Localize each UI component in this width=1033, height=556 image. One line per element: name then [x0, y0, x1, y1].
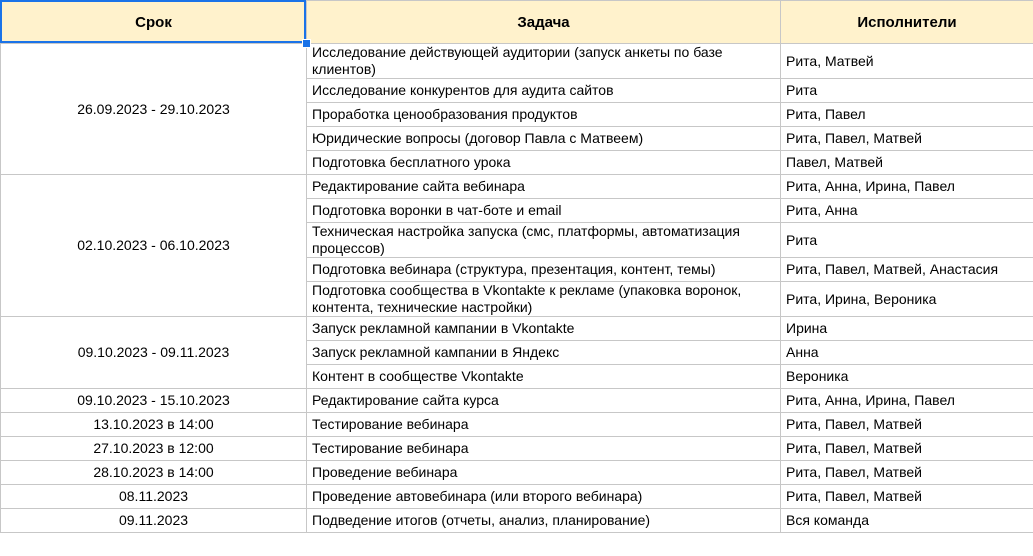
task-cell[interactable]: Подготовка воронки в чат-боте и email — [307, 199, 781, 223]
task-cell[interactable]: Проведение автовебинара (или второго вебинара) — [307, 485, 781, 509]
assignees-cell[interactable]: Рита, Павел, Матвей — [781, 461, 1033, 485]
assignees-cell[interactable]: Рита, Анна, Ирина, Павел — [781, 175, 1033, 199]
task-cell[interactable]: Подготовка бесплатного урока — [307, 151, 781, 175]
assignees-cell[interactable]: Рита — [781, 223, 1033, 258]
task-cell[interactable]: Исследование конкурентов для аудита сайтов — [307, 79, 781, 103]
task-cell[interactable]: Тестирование вебинара — [307, 437, 781, 461]
task-cell[interactable]: Тестирование вебинара — [307, 413, 781, 437]
deadline-cell[interactable]: 28.10.2023 в 14:00 — [1, 461, 307, 485]
assignees-cell[interactable]: Рита, Павел, Матвей — [781, 437, 1033, 461]
task-cell[interactable]: Подготовка вебинара (структура, презентация, контент, темы) — [307, 258, 781, 282]
deadline-cell[interactable]: 13.10.2023 в 14:00 — [1, 413, 307, 437]
assignees-cell[interactable]: Ирина — [781, 317, 1033, 341]
deadline-cell[interactable]: 02.10.2023 - 06.10.2023 — [1, 175, 307, 317]
task-cell[interactable]: Запуск рекламной кампании в Vkontakte — [307, 317, 781, 341]
deadline-cell[interactable]: 27.10.2023 в 12:00 — [1, 437, 307, 461]
assignees-cell[interactable]: Рита — [781, 79, 1033, 103]
deadline-cell[interactable]: 08.11.2023 — [1, 485, 307, 509]
deadline-cell[interactable]: 09.10.2023 - 09.11.2023 — [1, 317, 307, 389]
deadline-cell[interactable]: 09.10.2023 - 15.10.2023 — [1, 389, 307, 413]
assignees-cell[interactable]: Рита, Анна, Ирина, Павел — [781, 389, 1033, 413]
task-cell[interactable]: Исследование действующей аудитории (запуск анкеты по базе клиентов) — [307, 44, 781, 79]
header-deadline[interactable]: Срок — [1, 1, 307, 44]
fill-handle[interactable] — [302, 39, 311, 48]
header-task[interactable]: Задача — [307, 1, 781, 44]
task-cell[interactable]: Проведение вебинара — [307, 461, 781, 485]
task-cell[interactable]: Подведение итогов (отчеты, анализ, планирование) — [307, 509, 781, 533]
assignees-cell[interactable]: Рита, Павел, Матвей — [781, 413, 1033, 437]
assignees-cell[interactable]: Рита, Павел, Матвей, Анастасия — [781, 258, 1033, 282]
task-cell[interactable]: Техническая настройка запуска (смс, платформы, автоматизация процессов) — [307, 223, 781, 258]
assignees-cell[interactable]: Вероника — [781, 365, 1033, 389]
assignees-cell[interactable]: Рита, Ирина, Вероника — [781, 282, 1033, 317]
assignees-cell[interactable]: Павел, Матвей — [781, 151, 1033, 175]
assignees-cell[interactable]: Рита, Павел, Матвей — [781, 485, 1033, 509]
assignees-cell[interactable]: Вся команда — [781, 509, 1033, 533]
assignees-cell[interactable]: Рита, Павел, Матвей — [781, 127, 1033, 151]
task-cell[interactable]: Редактирование сайта курса — [307, 389, 781, 413]
task-cell[interactable]: Запуск рекламной кампании в Яндекс — [307, 341, 781, 365]
assignees-cell[interactable]: Анна — [781, 341, 1033, 365]
header-assignees[interactable]: Исполнители — [781, 1, 1033, 44]
task-cell[interactable]: Контент в сообществе Vkontakte — [307, 365, 781, 389]
task-cell[interactable]: Подготовка сообщества в Vkontakte к рекламе (упаковка воронок, контента, технические настройки) — [307, 282, 781, 317]
task-cell[interactable]: Юридические вопросы (договор Павла с Матвеем) — [307, 127, 781, 151]
task-cell[interactable]: Проработка ценообразования продуктов — [307, 103, 781, 127]
deadline-cell[interactable]: 09.11.2023 — [1, 509, 307, 533]
assignees-cell[interactable]: Рита, Павел — [781, 103, 1033, 127]
assignees-cell[interactable]: Рита, Матвей — [781, 44, 1033, 79]
task-cell[interactable]: Редактирование сайта вебинара — [307, 175, 781, 199]
assignees-cell[interactable]: Рита, Анна — [781, 199, 1033, 223]
deadline-cell[interactable]: 26.09.2023 - 29.10.2023 — [1, 44, 307, 175]
